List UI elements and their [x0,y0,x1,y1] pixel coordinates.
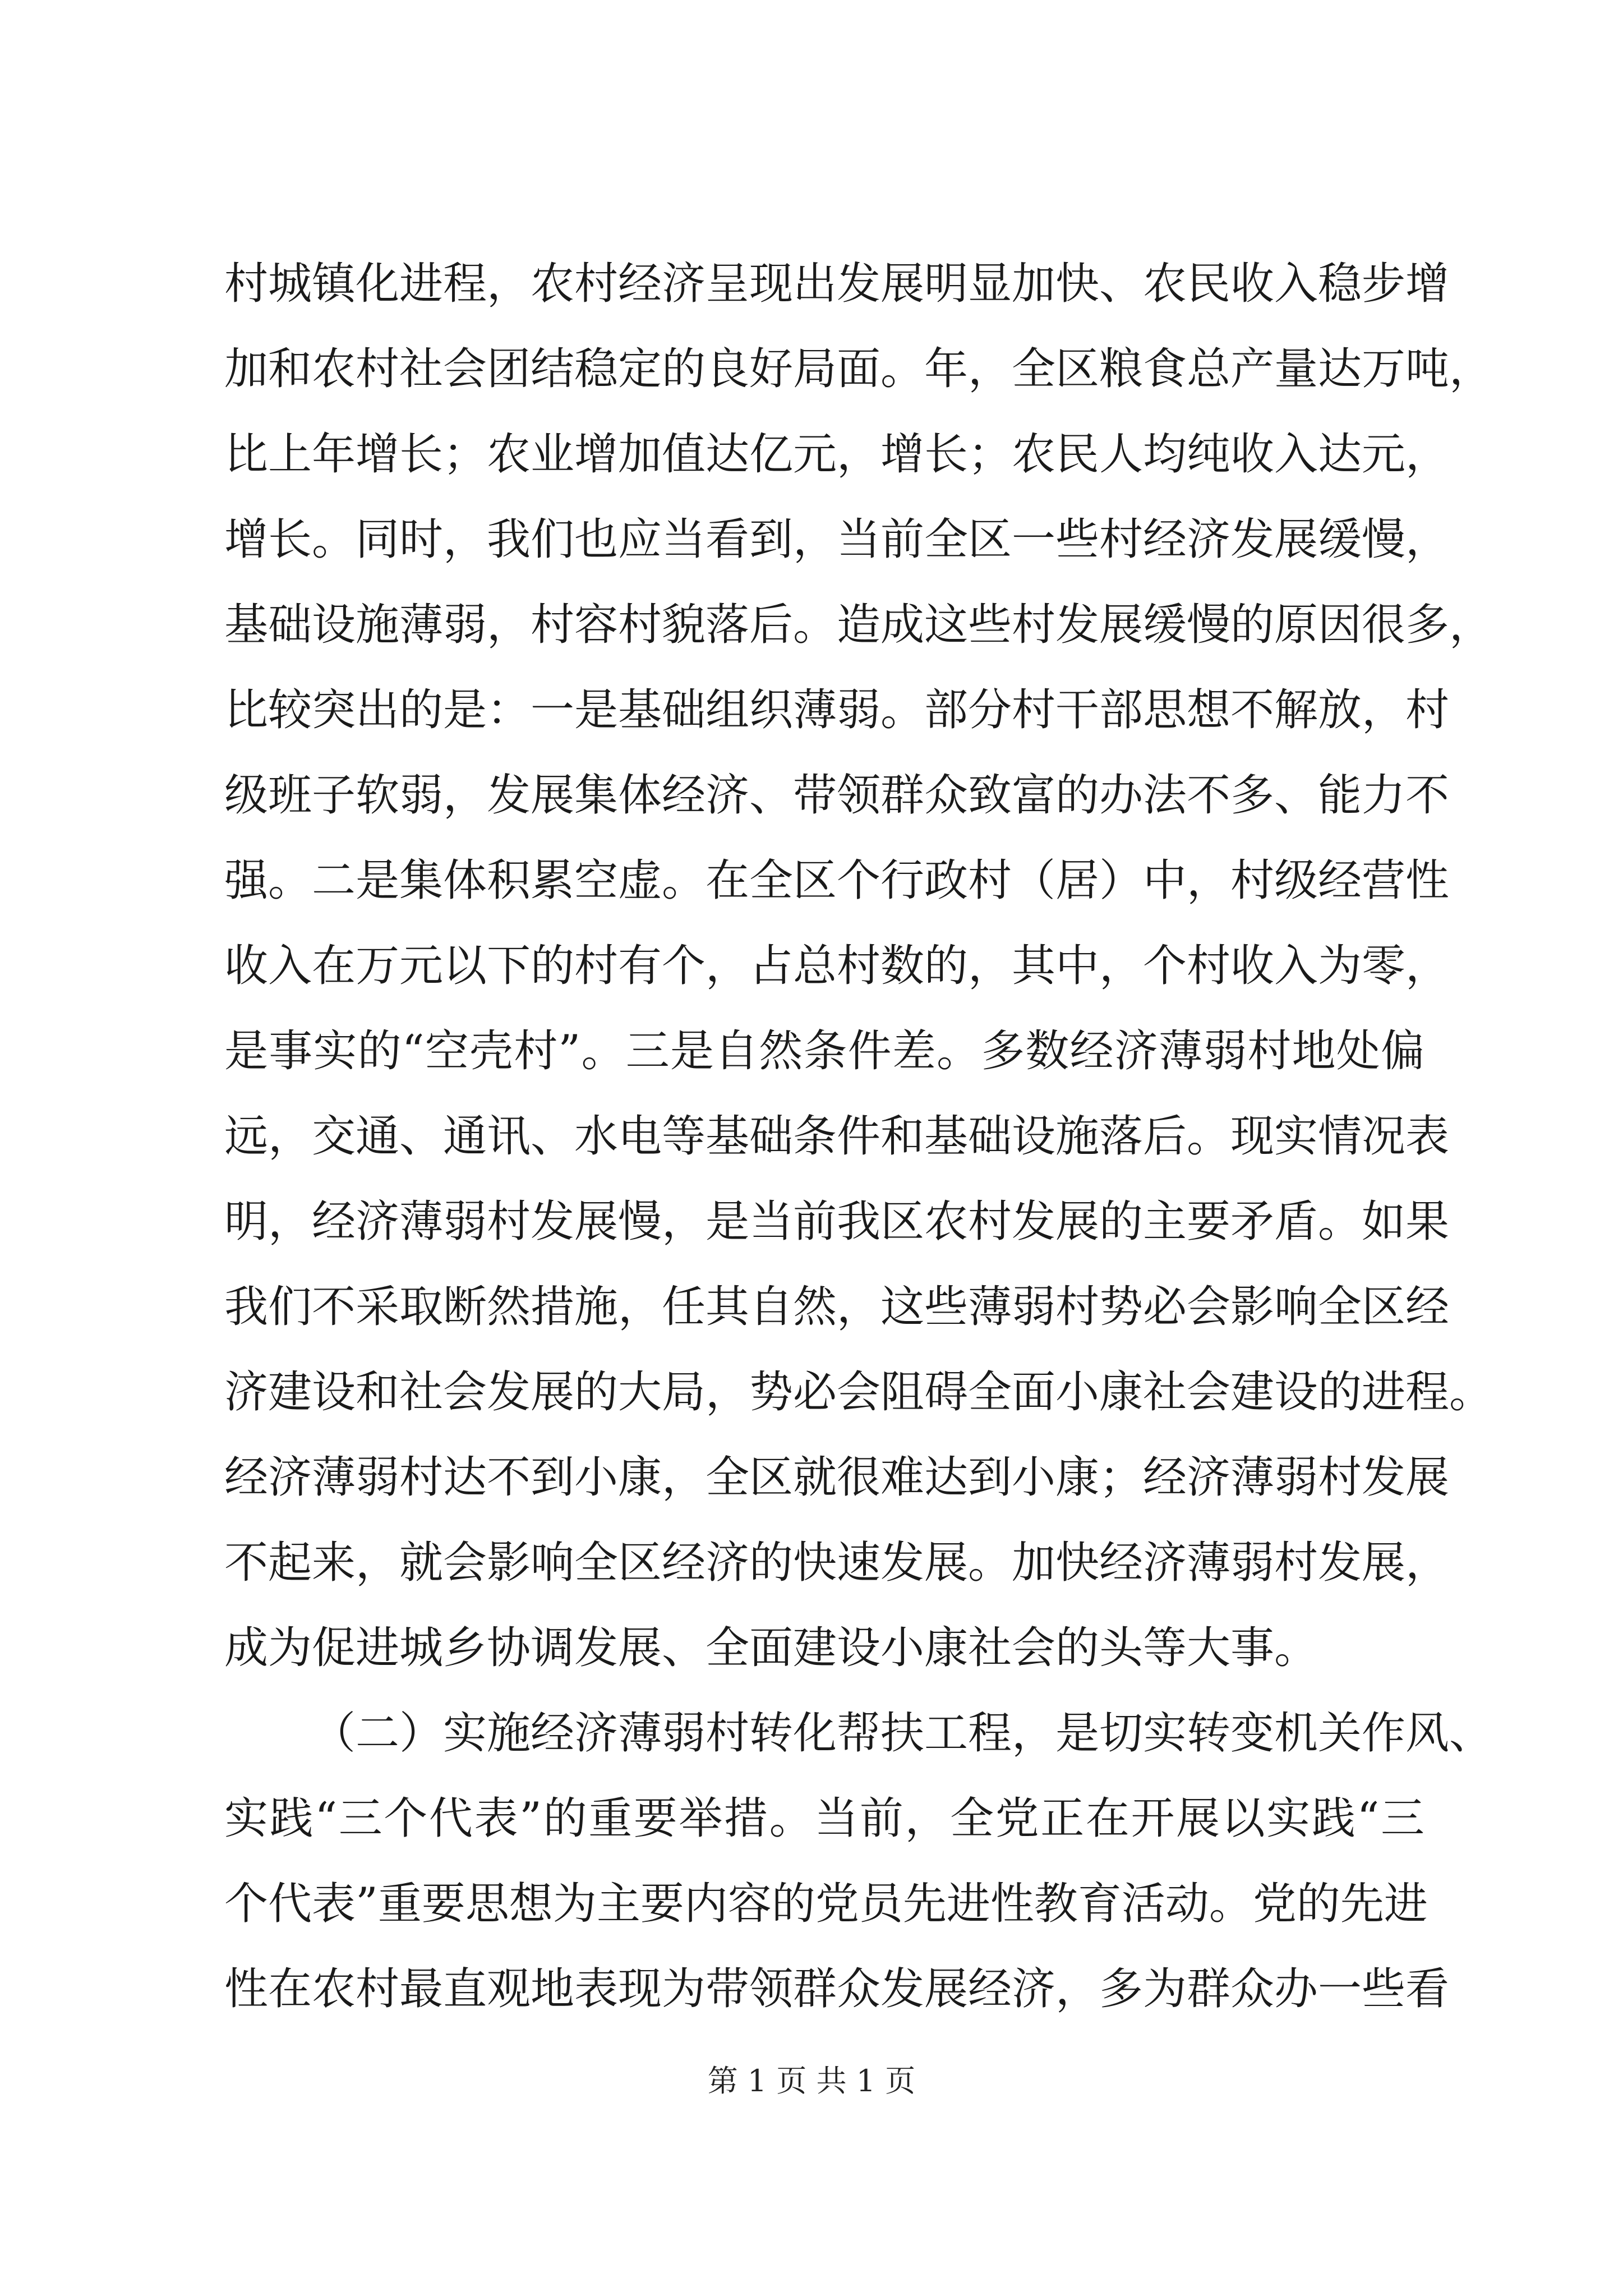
text-line-5: 基础设施薄弱，村容村貌落后。造成这些村发展缓慢的原因很多， [224,600,1493,650]
text-line-13: 我们不采取断然措施，任其自然，这些薄弱村势必会影响全区经 [224,1282,1450,1332]
text-line-11: 远，交通、通讯、水电等基础条件和基础设施落后。现实情况表 [224,1111,1450,1162]
text-line-12: 明，经济薄弱村发展慢，是当前我区农村发展的主要矛盾。如果 [224,1197,1450,1247]
text-line-17: 成为促进城乡协调发展、全面建设小康社会的头等大事。 [224,1623,1318,1673]
text-line-8: 强。二是集体积累空虚。在全区个行政村（居）中，村级经营性 [224,855,1450,906]
text-line-20: 个代表”重要思想为主要内容的党员先进性教育活动。党的先进 [224,1879,1428,1929]
text-line-4: 增长。同时，我们也应当看到，当前全区一些村经济发展缓慢， [224,514,1450,565]
text-line-2: 加和农村社会团结稳定的良好局面。年，全区粮食总产量达万吨， [224,344,1493,394]
text-line-6: 比较突出的是：一是基础组织薄弱。部分村干部思想不解放，村 [224,685,1450,735]
text-line-21: 性在农村最直观地表现为带领群众发展经济，多为群众办一些看 [224,1964,1450,2014]
text-line-19: 实践“三个代表”的重要举措。当前，全党正在开展以实践“三 [224,1793,1424,1844]
text-line-9: 收入在万元以下的村有个，占总村数的，其中，个村收入为零， [224,941,1450,991]
text-line-10: 是事实的“空壳村”。三是自然条件差。多数经济薄弱村地处偏 [224,1026,1424,1076]
text-line-15: 经济薄弱村达不到小康，全区就很难达到小康；经济薄弱村发展 [224,1452,1450,1503]
body-text [224,241,1493,2032]
text-line-3: 比上年增长；农业增加值达亿元，增长；农民人均纯收入达元， [224,429,1450,480]
text-line-7: 级班子软弱，发展集体经济、带领群众致富的办法不多、能力不 [224,770,1450,821]
text-line-16: 不起来，就会影响全区经济的快速发展。加快经济薄弱村发展， [224,1538,1450,1588]
text-line-18: （二）实施经济薄弱村转化帮扶工程，是切实转变机关作风、 [312,1708,1493,1759]
text-line-1: 村城镇化进程，农村经济呈现出发展明显加快、农民收入稳步增 [224,259,1450,309]
text-line-14: 济建设和社会发展的大局，势必会阻碍全面小康社会建设的进程。 [224,1367,1493,1418]
page-number-footer: 第 1 页 共 1 页 [707,2063,916,2099]
